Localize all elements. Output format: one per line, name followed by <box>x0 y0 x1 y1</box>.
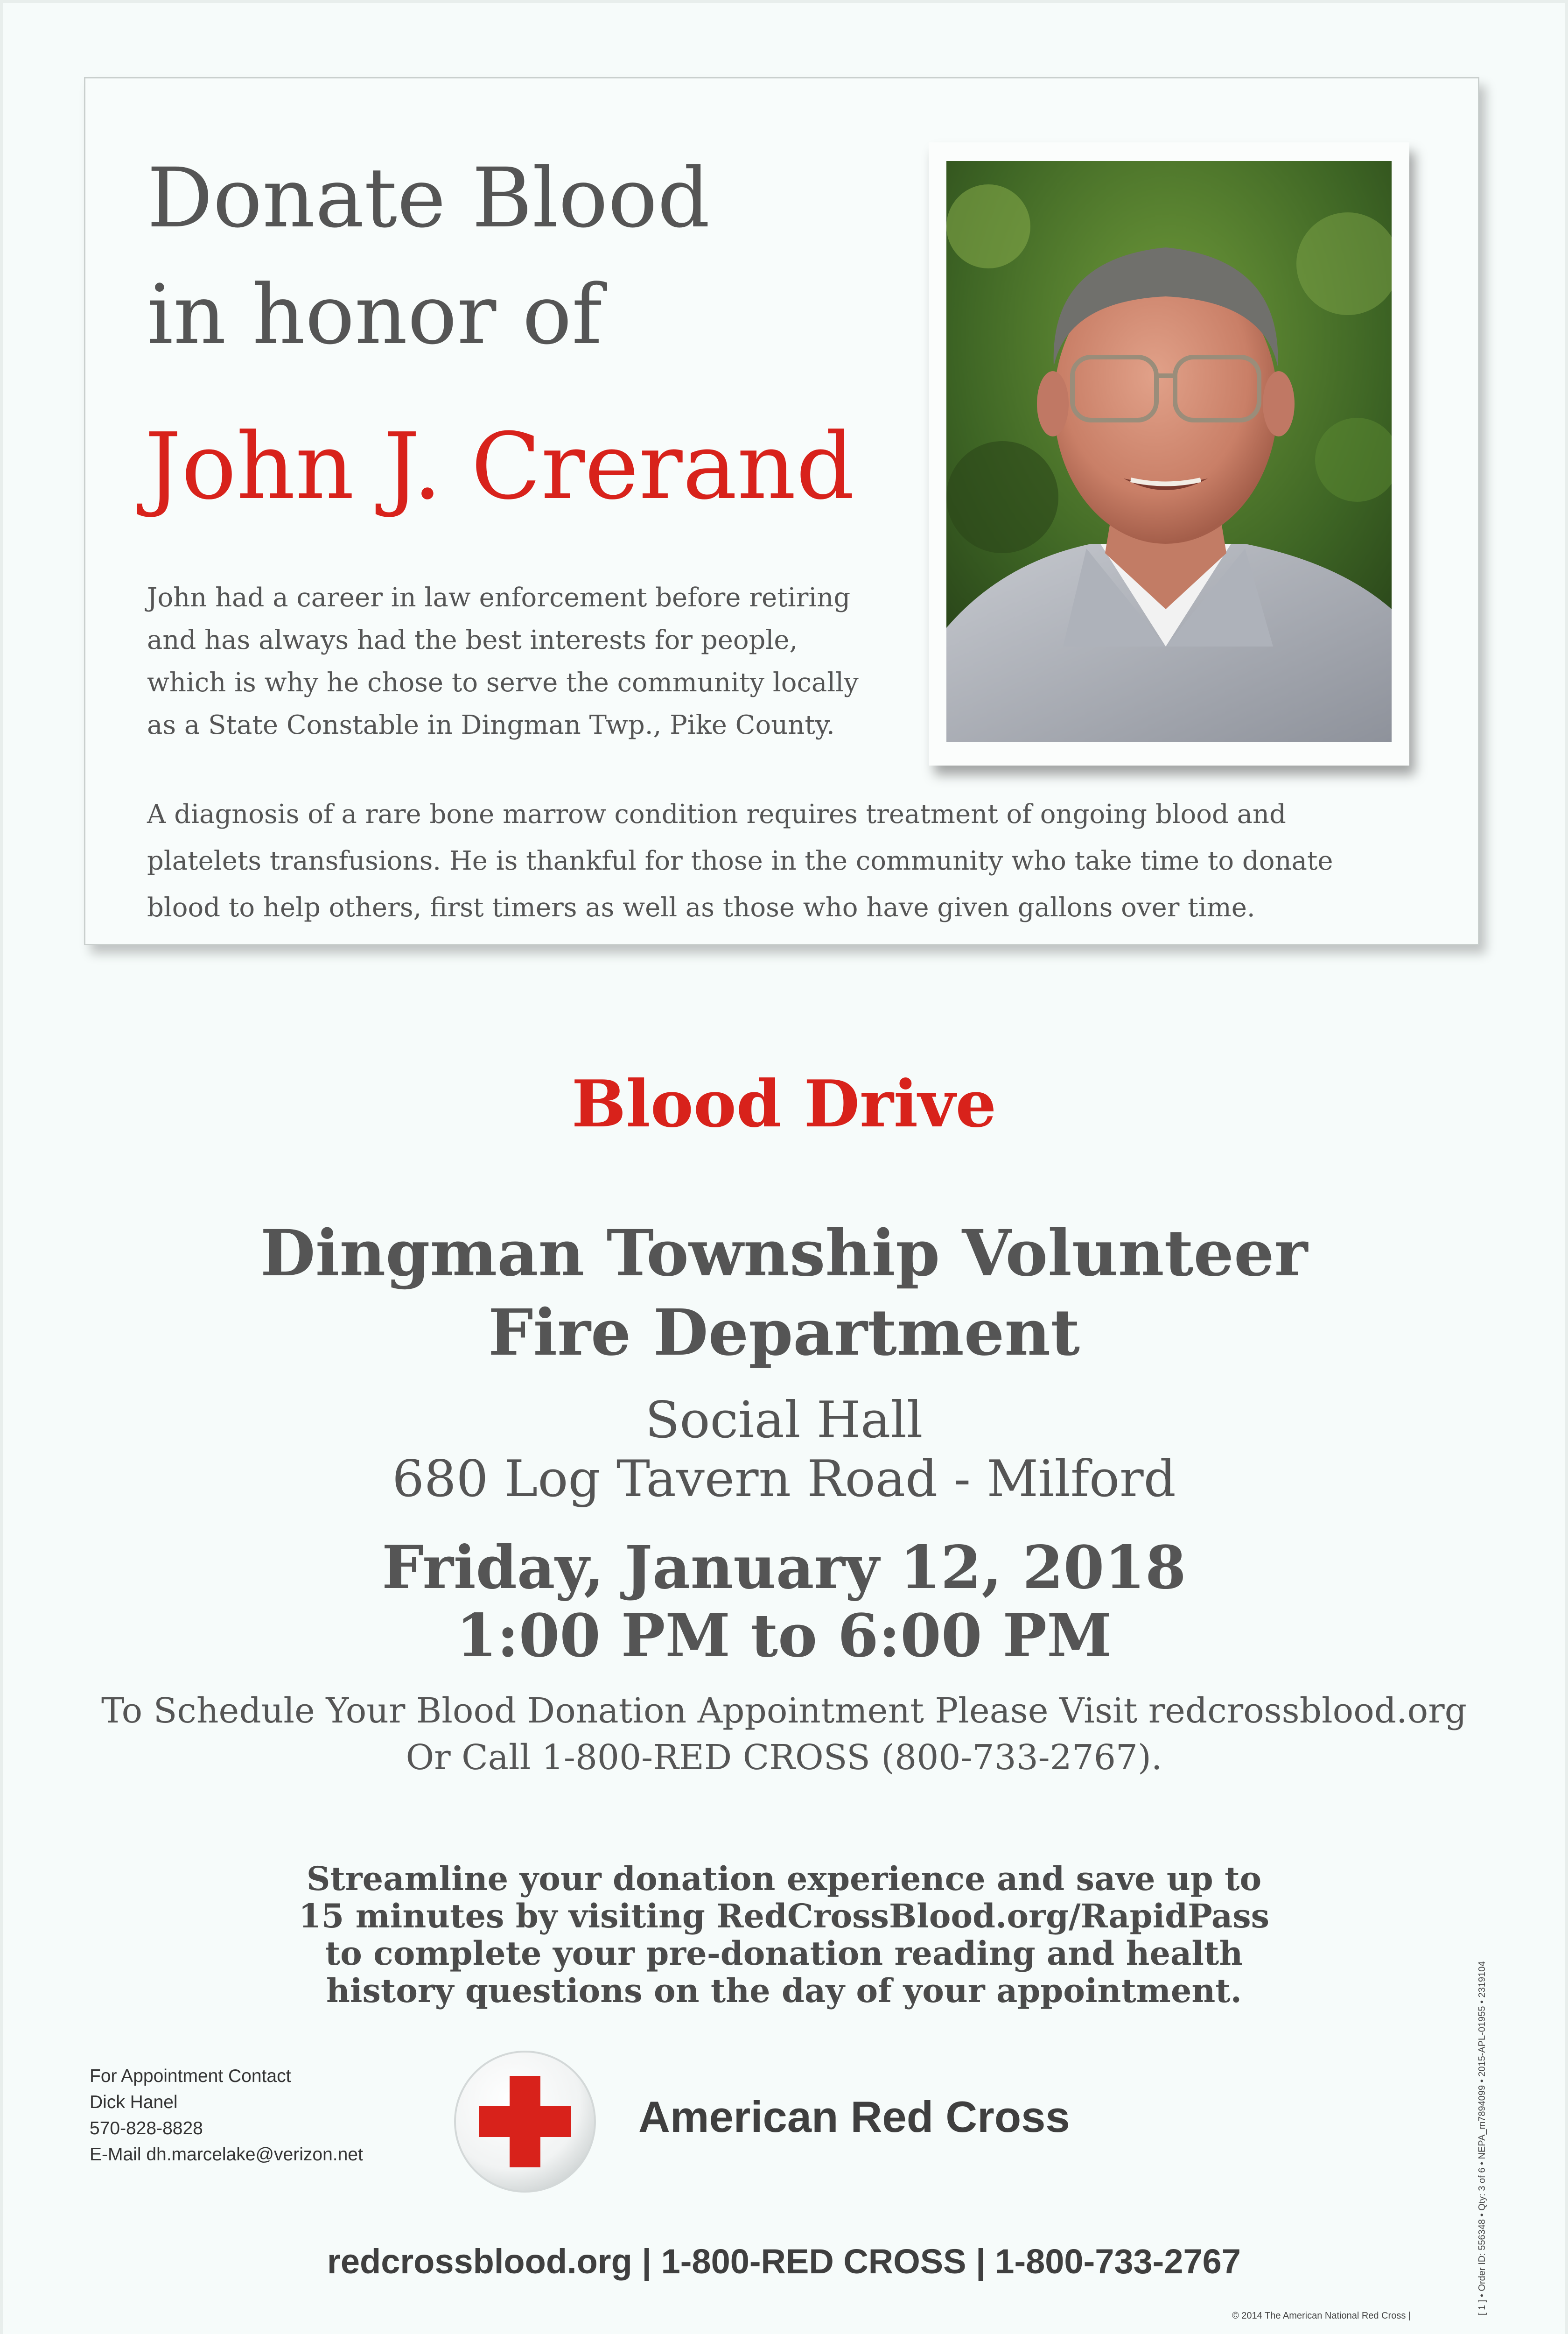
bio-line: and has always had the best interests for people, <box>147 625 798 655</box>
brand-name: American Red Cross <box>638 2092 1070 2141</box>
rapidpass-line: 15 minutes by visiting RedCrossBlood.org/RapidPass <box>298 1897 1270 1935</box>
order-id-label: [ 1 ] • Order ID: 556348 • Qty: 3 of 6 • NEPA_m7894099 • 2015-APL-01955 • 2319104 <box>1477 1961 1487 2315</box>
bio-line: which is why he chose to serve the community locally <box>147 668 859 698</box>
contact-heading: For Appointment Contact <box>90 2066 291 2086</box>
venue-street: 680 Log Tavern Road - Milford <box>392 1450 1176 1508</box>
honoree-bio <box>147 576 912 746</box>
condition-line: platelets transfusions. He is thankful for those in the community who take time to donate <box>147 846 1333 876</box>
copyright-notice: © 2014 The American National Red Cross | <box>1232 2311 1411 2321</box>
honoree-name: John J. Crerand <box>145 414 855 520</box>
headline-line-1: Donate Blood <box>147 150 710 246</box>
event-datetime <box>0 1533 1568 1670</box>
rapidpass-line: Streamline your donation experience and save up to <box>306 1859 1262 1898</box>
schedule-line-2: Or Call 1-800-RED CROSS (800-733-2767). <box>406 1737 1162 1778</box>
headline-line-2: in honor of <box>147 267 602 363</box>
portrait-photo-frame <box>929 142 1409 766</box>
venue-room: Social Hall <box>645 1391 923 1449</box>
portrait-photo <box>946 161 1392 742</box>
footer-contact-line: redcrossblood.org | 1-800-RED CROSS | 1-800-733-2767 <box>327 2242 1241 2281</box>
rapidpass-line: history questions on the day of your appointment. <box>326 1971 1242 2010</box>
blood-drive-title: Blood Drive <box>571 1066 997 1142</box>
contact-email: E-Mail dh.marcelake@verizon.net <box>90 2144 363 2165</box>
contact-phone: 570-828-8828 <box>90 2118 203 2138</box>
headline <box>147 140 710 373</box>
venue-name <box>0 1214 1568 1372</box>
venue-line-1: Dingman Township Volunteer <box>260 1216 1308 1291</box>
rapidpass-line: to complete your pre-donation reading and health <box>325 1934 1243 1973</box>
rapidpass-promo <box>0 1860 1568 2010</box>
condition-line: A diagnosis of a rare bone marrow condition requires treatment of ongoing blood and <box>147 799 1286 830</box>
venue-address <box>0 1391 1568 1509</box>
appointment-contact <box>90 2063 388 2168</box>
schedule-line-1: To Schedule Your Blood Donation Appointment Please Visit redcrossblood.org <box>101 1691 1467 1731</box>
contact-name: Dick Hanel <box>90 2092 178 2112</box>
bio-line: John had a career in law enforcement before retiring <box>147 583 851 613</box>
red-cross-logo-icon <box>450 2047 600 2196</box>
event-time: 1:00 PM to 6:00 PM <box>456 1601 1112 1670</box>
condition-text <box>147 791 1407 931</box>
event-date: Friday, January 12, 2018 <box>382 1533 1186 1602</box>
venue-line-2: Fire Department <box>488 1295 1080 1370</box>
condition-line: blood to help others, first timers as well as those who have given gallons over time. <box>147 893 1255 923</box>
bio-line: as a State Constable in Dingman Twp., Pike County. <box>147 710 835 740</box>
schedule-info <box>0 1687 1568 1781</box>
